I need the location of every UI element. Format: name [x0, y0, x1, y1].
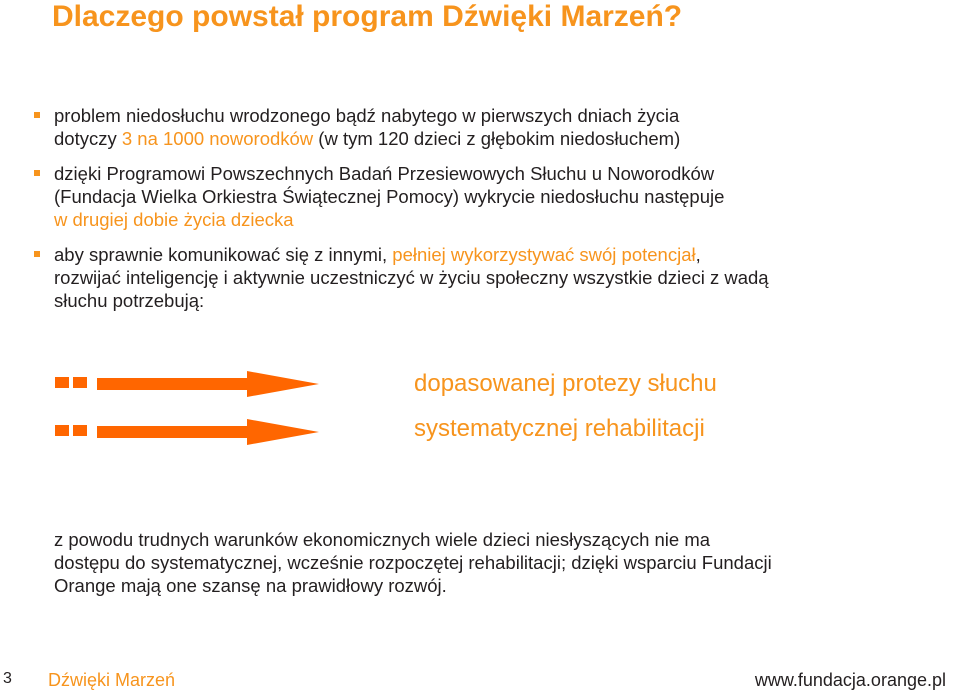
- bullet-line: [54, 185, 934, 208]
- bullet-line: [54, 162, 934, 185]
- bullet-text: dotyczy: [54, 128, 122, 149]
- bullet-item: [34, 162, 934, 231]
- bullet-square-icon: [55, 377, 69, 388]
- bullet-text: 3 na 1000 noworodków: [121, 128, 314, 149]
- closing-line: dostępu do systematycznej, wcześnie rozpoczętej rehabilitacji; dzięki wsparciu Fundacji: [54, 552, 772, 573]
- bullet-text: (w tym 120 dzieci z głębokim niedosłuchem): [313, 128, 681, 149]
- bullet-line: [54, 289, 934, 312]
- closing-line: Orange mają one szansę na prawidłowy rozwój.: [54, 575, 447, 596]
- bullet-square-icon: [73, 377, 87, 388]
- need-item-2: systematycznej rehabilitacji: [414, 415, 705, 442]
- bullet-text: rozwijać inteligencję i aktywnie uczestniczyć w życiu społeczny wszystkie dzieci z wadą: [54, 267, 769, 288]
- bullet-item: [34, 243, 934, 312]
- bullet-text: aby sprawnie komunikować się z innymi,: [54, 244, 393, 265]
- bullet-text: (Fundacja Wielka Orkiestra Świątecznej Pomocy) wykrycie niedosłuchu następuje: [54, 186, 725, 207]
- bullet-text: ,: [695, 244, 701, 265]
- bullet-line: [54, 104, 934, 127]
- closing-line: z powodu trudnych warunków ekonomicznych wiele dzieci niesłyszących nie ma: [54, 529, 711, 550]
- arrow-row-1: [55, 371, 325, 397]
- right-arrow-icon: [97, 371, 322, 397]
- footer-url: www.fundacja.orange.pl: [754, 670, 946, 690]
- bullet-square-icon: [34, 170, 40, 176]
- bullet-text: słuchu potrzebują:: [54, 290, 205, 311]
- footer-brand: Dźwięki Marzeń: [48, 670, 176, 690]
- arrow-row-2: [55, 419, 325, 445]
- right-arrow-icon: [97, 419, 322, 445]
- bullet-text: w drugiej dobie życia dziecka: [54, 209, 294, 230]
- bullet-text: dzięki Programowi Powszechnych Badań Przesiewowych Słuchu u Noworodków: [54, 163, 715, 184]
- bullet-list: [34, 104, 934, 324]
- bullet-line: [54, 266, 934, 289]
- slide-title: Dlaczego powstał program Dźwięki Marzeń?: [52, 0, 683, 33]
- page-number: 3: [3, 670, 12, 687]
- bullet-item: [34, 104, 934, 150]
- bullet-text: pełniej wykorzystywać swój potencjał: [392, 244, 696, 265]
- need-item-1: dopasowanej protezy słuchu: [414, 370, 717, 397]
- bullet-square-icon: [55, 425, 69, 436]
- closing-paragraph: [54, 528, 944, 597]
- bullet-text: problem niedosłuchu wrodzonego bądź nabytego w pierwszych dniach życia: [54, 105, 680, 126]
- bullet-square-icon: [34, 112, 40, 118]
- bullet-line: [54, 243, 934, 266]
- bullet-line: [54, 127, 934, 150]
- bullet-square-icon: [34, 251, 40, 257]
- bullet-square-icon: [73, 425, 87, 436]
- bullet-line: [54, 208, 934, 231]
